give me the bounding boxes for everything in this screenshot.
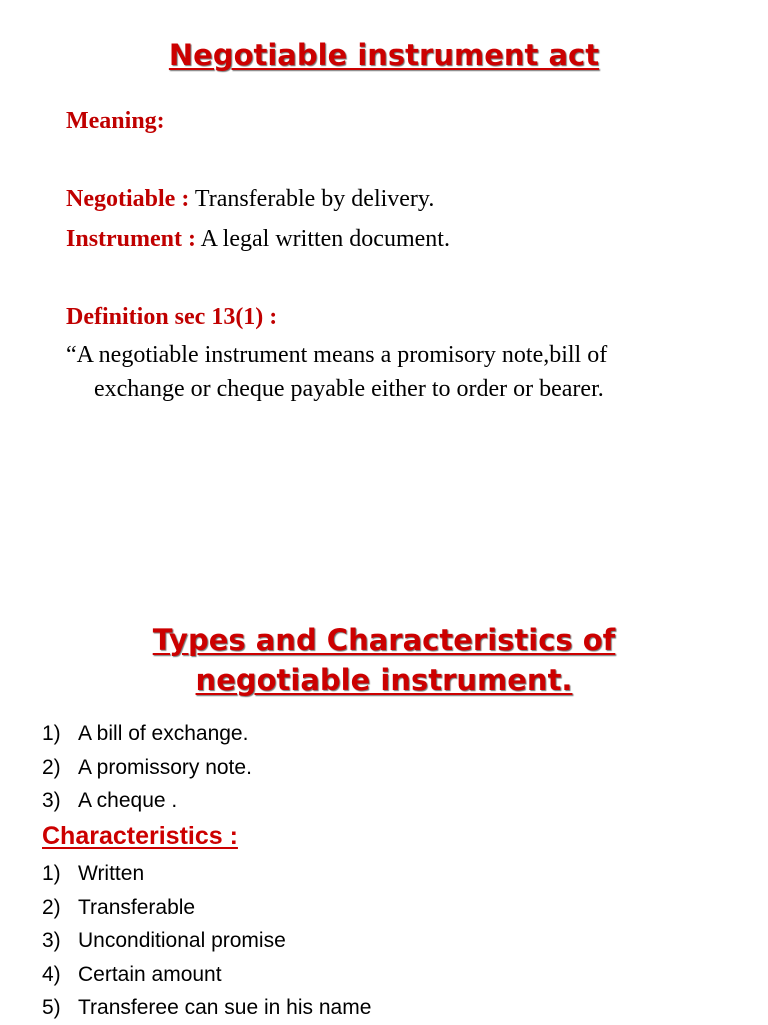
- list-item: [42, 784, 252, 818]
- types-list: [42, 717, 252, 818]
- list-number: 5): [42, 996, 61, 1019]
- instrument-term: Instrument :: [66, 226, 196, 252]
- list-text: Written: [78, 862, 145, 885]
- list-item: [42, 857, 371, 891]
- meaning-label: Meaning:: [66, 108, 165, 134]
- negotiable-term: Negotiable :: [66, 186, 190, 212]
- list-number: 2): [42, 895, 61, 919]
- list-number: 4): [42, 962, 61, 986]
- list-item: [42, 891, 371, 925]
- list-text: Unconditional promise: [78, 929, 286, 952]
- definition-text-line1: “A negotiable instrument means a promisory note,bill of: [66, 342, 608, 368]
- list-text: Transferable: [78, 895, 196, 919]
- list-item: [42, 991, 371, 1025]
- list-number: 3): [42, 789, 61, 812]
- list-text: A promissory note.: [78, 755, 252, 779]
- section-title: [0, 620, 768, 700]
- definition-text-line2: exchange or cheque payable either to order or bearer.: [94, 376, 604, 402]
- list-item: [42, 717, 252, 751]
- list-text: A bill of exchange.: [78, 722, 249, 745]
- section-title-line1: Types and Characteristics of: [152, 623, 616, 657]
- negotiable-desc: Transferable by delivery.: [189, 186, 435, 212]
- instrument-desc: A legal written document.: [196, 226, 450, 252]
- list-number: 3): [42, 929, 61, 952]
- section-title-line2: negotiable instrument.: [195, 663, 573, 697]
- list-number: 2): [42, 755, 61, 779]
- characteristics-heading: Characteristics :: [42, 822, 238, 850]
- list-text: Transferee can sue in his name: [78, 996, 372, 1019]
- list-number: 1): [42, 862, 61, 885]
- list-item: [42, 958, 371, 992]
- list-number: 1): [42, 722, 61, 745]
- instrument-definition: [66, 226, 450, 253]
- page-title: Negotiable instrument act: [168, 38, 600, 72]
- list-text: Certain amount: [78, 962, 222, 986]
- characteristics-list: [42, 857, 371, 1025]
- definition-label: Definition sec 13(1) :: [66, 304, 278, 330]
- negotiable-definition: [66, 186, 434, 213]
- list-text: A cheque .: [78, 789, 178, 812]
- list-item: [42, 924, 371, 958]
- list-item: [42, 751, 252, 785]
